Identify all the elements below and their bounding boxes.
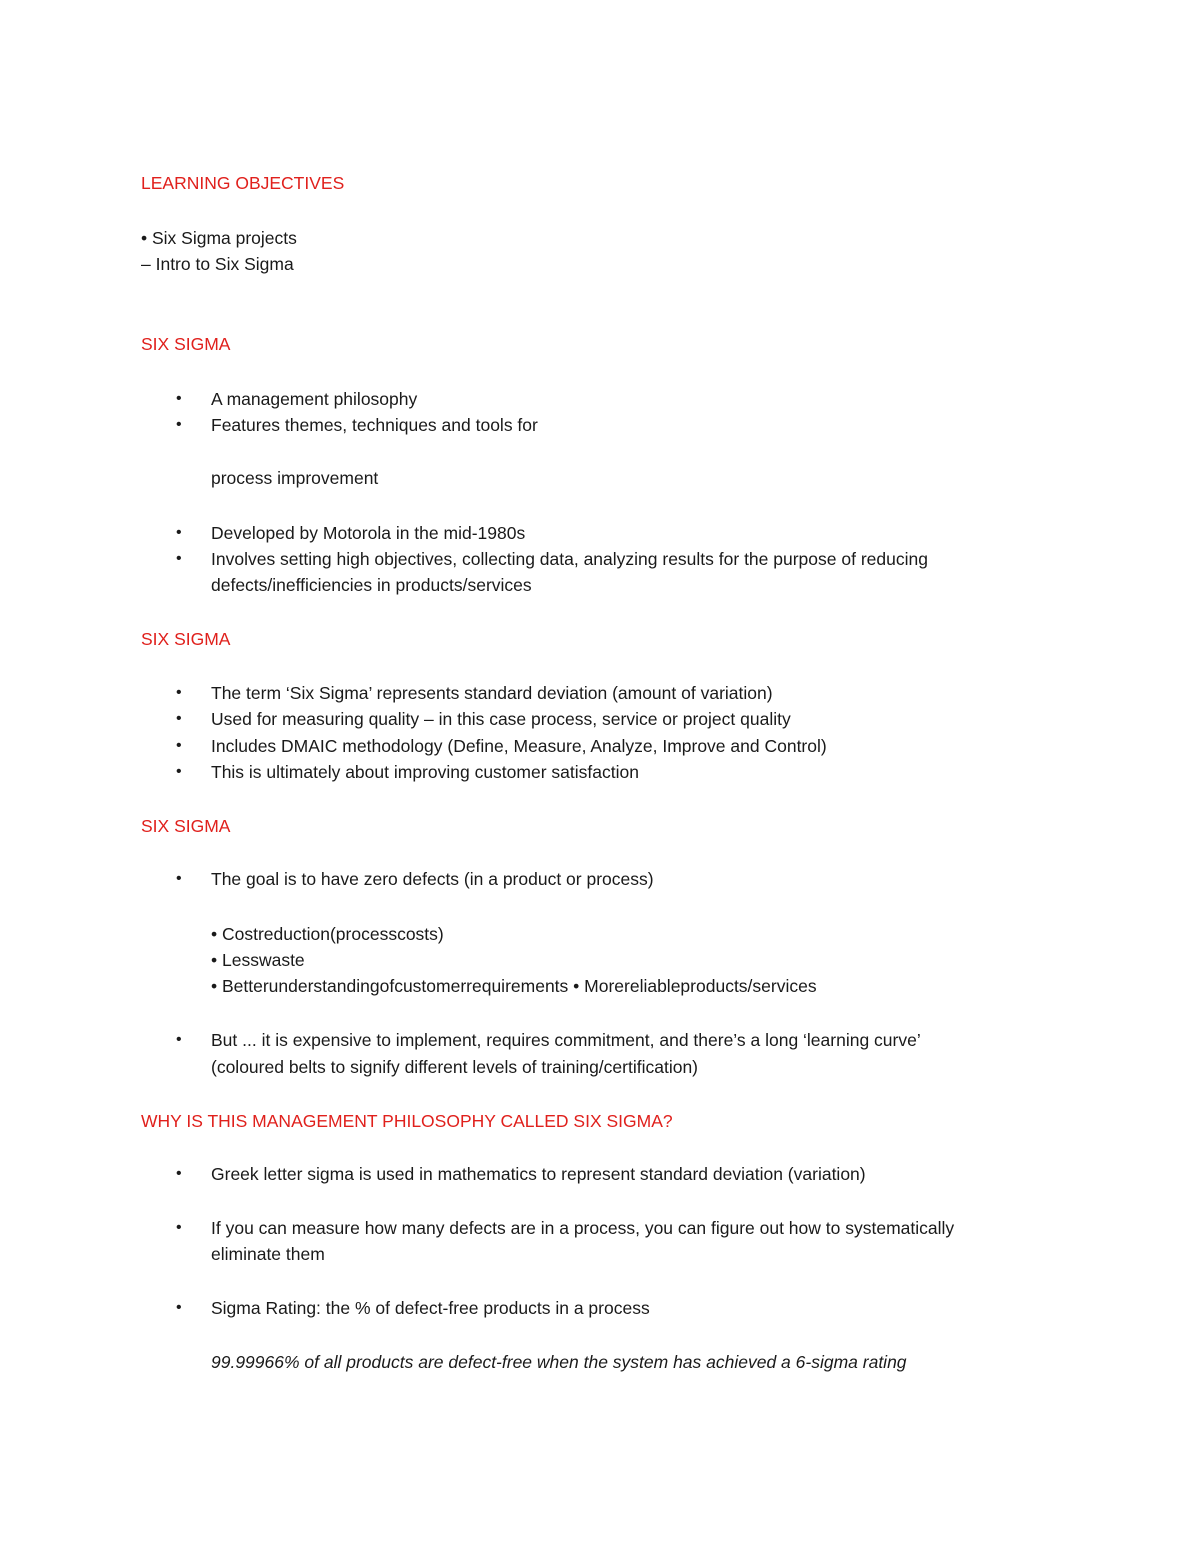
list-item-continuation: eliminate them xyxy=(211,1244,325,1264)
objective-line: • Six Sigma projects xyxy=(141,228,297,248)
sub-list-item: • Lesswaste xyxy=(211,950,305,970)
list-item: Involves setting high objectives, collecting data, analyzing results for the purpose of reducing xyxy=(211,549,928,569)
bullet-icon: • xyxy=(176,710,182,727)
bullet-icon: • xyxy=(176,1165,182,1182)
list-item: But ... it is expensive to implement, requires commitment, and there’s a long ‘learning curve’ xyxy=(211,1030,921,1050)
bullet-icon: • xyxy=(176,870,182,887)
bullet-icon: • xyxy=(176,1031,182,1048)
list-item: Features themes, techniques and tools for xyxy=(211,415,538,435)
bullet-icon: • xyxy=(176,390,182,407)
list-item: Sigma Rating: the % of defect-free products in a process xyxy=(211,1298,650,1318)
bullet-icon: • xyxy=(176,763,182,780)
bullet-icon: • xyxy=(176,524,182,541)
list-item: The goal is to have zero defects (in a product or process) xyxy=(211,869,654,889)
section-heading: WHY IS THIS MANAGEMENT PHILOSOPHY CALLED SIX SIGMA? xyxy=(141,1111,673,1131)
bullet-icon: • xyxy=(176,1219,182,1236)
objective-line: – Intro to Six Sigma xyxy=(141,254,294,274)
section-heading: SIX SIGMA xyxy=(141,629,231,649)
bullet-icon: • xyxy=(176,1299,182,1316)
list-item: This is ultimately about improving customer satisfaction xyxy=(211,762,639,782)
list-item: A management philosophy xyxy=(211,389,418,409)
section-heading: SIX SIGMA xyxy=(141,816,231,836)
list-item-continuation: (coloured belts to signify different levels of training/certification) xyxy=(211,1057,699,1077)
bullet-icon: • xyxy=(176,416,182,433)
list-item: If you can measure how many defects are in a process, you can figure out how to systematically xyxy=(211,1218,955,1238)
learning-objectives-heading: LEARNING OBJECTIVES xyxy=(141,173,345,193)
section-heading: SIX SIGMA xyxy=(141,334,231,354)
bullet-icon: • xyxy=(176,737,182,754)
list-item-continuation: defects/inefficiencies in products/services xyxy=(211,575,532,595)
list-item: Greek letter sigma is used in mathematics to represent standard deviation (variation) xyxy=(211,1164,866,1184)
list-item: The term ‘Six Sigma’ represents standard deviation (amount of variation) xyxy=(211,683,773,703)
list-item-continuation: process improvement xyxy=(211,468,379,488)
list-item: Developed by Motorola in the mid-1980s xyxy=(211,523,526,543)
bullet-icon: • xyxy=(176,684,182,701)
sub-list-item: • Betterunderstandingofcustomerrequirements • Morereliableproducts/services xyxy=(211,976,817,996)
bullet-icon: • xyxy=(176,550,182,567)
sub-list-item: • Costreduction(processcosts) xyxy=(211,924,444,944)
note-text: 99.99966% of all products are defect-free when the system has achieved a 6-sigma rating xyxy=(211,1352,907,1372)
list-item: Includes DMAIC methodology (Define, Measure, Analyze, Improve and Control) xyxy=(211,736,827,756)
list-item: Used for measuring quality – in this case process, service or project quality xyxy=(211,709,791,729)
